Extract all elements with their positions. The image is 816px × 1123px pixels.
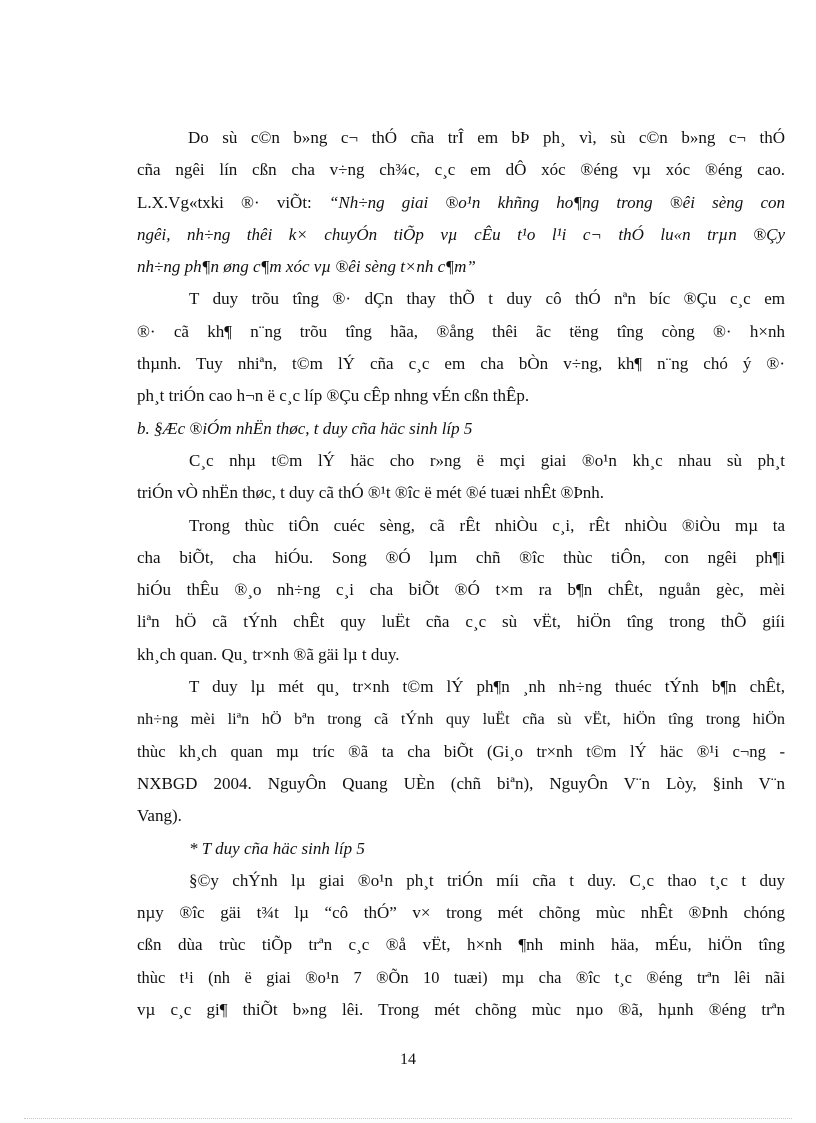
text-line: cha biÕt, cha hiÓu. Song ®Ó lµm chñ ®îc thùc tiÔn, con ngêi ph¶i xyxy=(137,547,785,567)
quote-line: nh÷ng ph¶n øng c¶m xóc vµ ®êi sèng t×nh c¶m” xyxy=(137,257,476,277)
text-segment: L.X.Vg«txki ®· viÕt: xyxy=(137,192,329,212)
text-line: cña ngêi lín cßn cha v÷ng ch¾c, c¸c em dÔ xóc ®éng vµ xóc ®éng cao. xyxy=(137,160,785,180)
body-text xyxy=(137,122,785,1026)
text-line: kh¸ch quan. Qu¸ tr×nh ®ã gäi lµ t duy. xyxy=(137,644,400,664)
text-line: cßn dùa trùc tiÕp trªn c¸c ®å vËt, h×nh ¶nh minh häa, mÉu, hiÖn tîng xyxy=(137,935,785,955)
text-line: triÓn vÒ nhËn thøc, t duy cã thÓ ®¹t ®îc ë mét ®é tuæi nhÊt ®Þnh. xyxy=(137,483,605,503)
text-line: nh÷ng mèi liªn hÖ bªn trong cã tÝnh quy luËt cña sù vËt, hiÖn tîng trong hiÖn xyxy=(137,710,785,729)
page-number: 14 xyxy=(400,1051,416,1068)
text-line: ph¸t triÓn cao h¬n ë c¸c líp ®Çu cÊp nhng vÉn cßn thÊp. xyxy=(137,386,530,406)
subsection-heading: * T duy cña häc sinh líp 5 xyxy=(189,838,365,858)
text-line: thùc kh¸ch quan mµ tríc ®ã ta cha biÕt (Gi¸o tr×nh t©m lÝ häc ®¹i c¬ng - xyxy=(137,741,785,761)
text-line: hiÓu thÊu ®¸o nh÷ng c¸i cha biÕt ®Ó t×m ra b¶n chÊt, nguån gèc, mèi xyxy=(137,580,785,600)
text-line: vµ c¸c gi¶ thiÕt b»ng lêi. Trong mét chõng mùc nµo ®ã, hµnh ®éng trªn xyxy=(137,1000,785,1020)
text-line: nµy ®îc gäi t¾t lµ “cô thÓ” v× trong mét chõng mùc nhÊt ®Þnh chóng xyxy=(137,903,785,923)
text-line: C¸c nhµ t©m lÝ häc cho r»ng ë mçi giai ®o¹n kh¸c nhau sù ph¸t xyxy=(189,450,785,470)
text-line: liªn hÖ cã tÝnh chÊt quy luËt cña c¸c sù vËt, hiÖn tîng trong thÕ giíi xyxy=(137,612,785,632)
text-line: NXBGD 2004. NguyÔn Quang UÈn (chñ biªn), NguyÔn V¨n Lòy, §inh V¨n xyxy=(137,773,785,793)
text-line: §©y chÝnh lµ giai ®o¹n ph¸t triÓn míi cña t duy. C¸c thao t¸c t duy xyxy=(189,870,785,890)
text-line: Do sù c©n b»ng c¬ thÓ cña trÎ em bÞ ph¸ vì, sù c©n b»ng c¬ thÓ xyxy=(188,128,785,147)
quote-text: “Nh÷ng giai ®o¹n khñng ho¶ng trong ®êi sèng con xyxy=(328,192,785,212)
text-line: thµnh. Tuy nhiªn, t©m lÝ cña c¸c em cha bÒn v÷ng, kh¶ n¨ng chó ý ®· xyxy=(137,354,785,374)
text-line xyxy=(137,187,785,219)
quote-line: ngêi, nh÷ng thêi k× chuyÓn tiÕp vµ cÊu t¹o l¹i c¬ thÓ lu«n trµn ®Çy xyxy=(137,224,785,244)
text-line: Trong thùc tiÔn cuéc sèng, cã rÊt nhiÒu c¸i, rÊt nhiÒu ®iÒu mµ ta xyxy=(189,515,785,535)
text-line: thùc t¹i (nh ë giai ®o¹n 7 ®Õn 10 tuæi) mµ cha ®îc t¸c ®éng trªn lêi nãi xyxy=(137,967,785,987)
text-line: T duy trõu tîng ®· dÇn thay thÕ t duy cô thÓ nªn bíc ®Çu c¸c em xyxy=(189,289,785,309)
page-bottom-border xyxy=(24,1118,792,1119)
text-line: T duy lµ mét qu¸ tr×nh t©m lÝ ph¶n ¸nh nh÷ng thuéc tÝnh b¶n chÊt, xyxy=(189,677,785,697)
section-heading: b. §Æc ®iÓm nhËn thøc, t duy cña häc sinh líp 5 xyxy=(137,418,473,438)
text-line: ®· cã kh¶ n¨ng trõu tîng hãa, ®ång thêi ãc tëng tîng còng ®· h×nh xyxy=(137,321,785,341)
text-line: Vang). xyxy=(137,806,182,826)
